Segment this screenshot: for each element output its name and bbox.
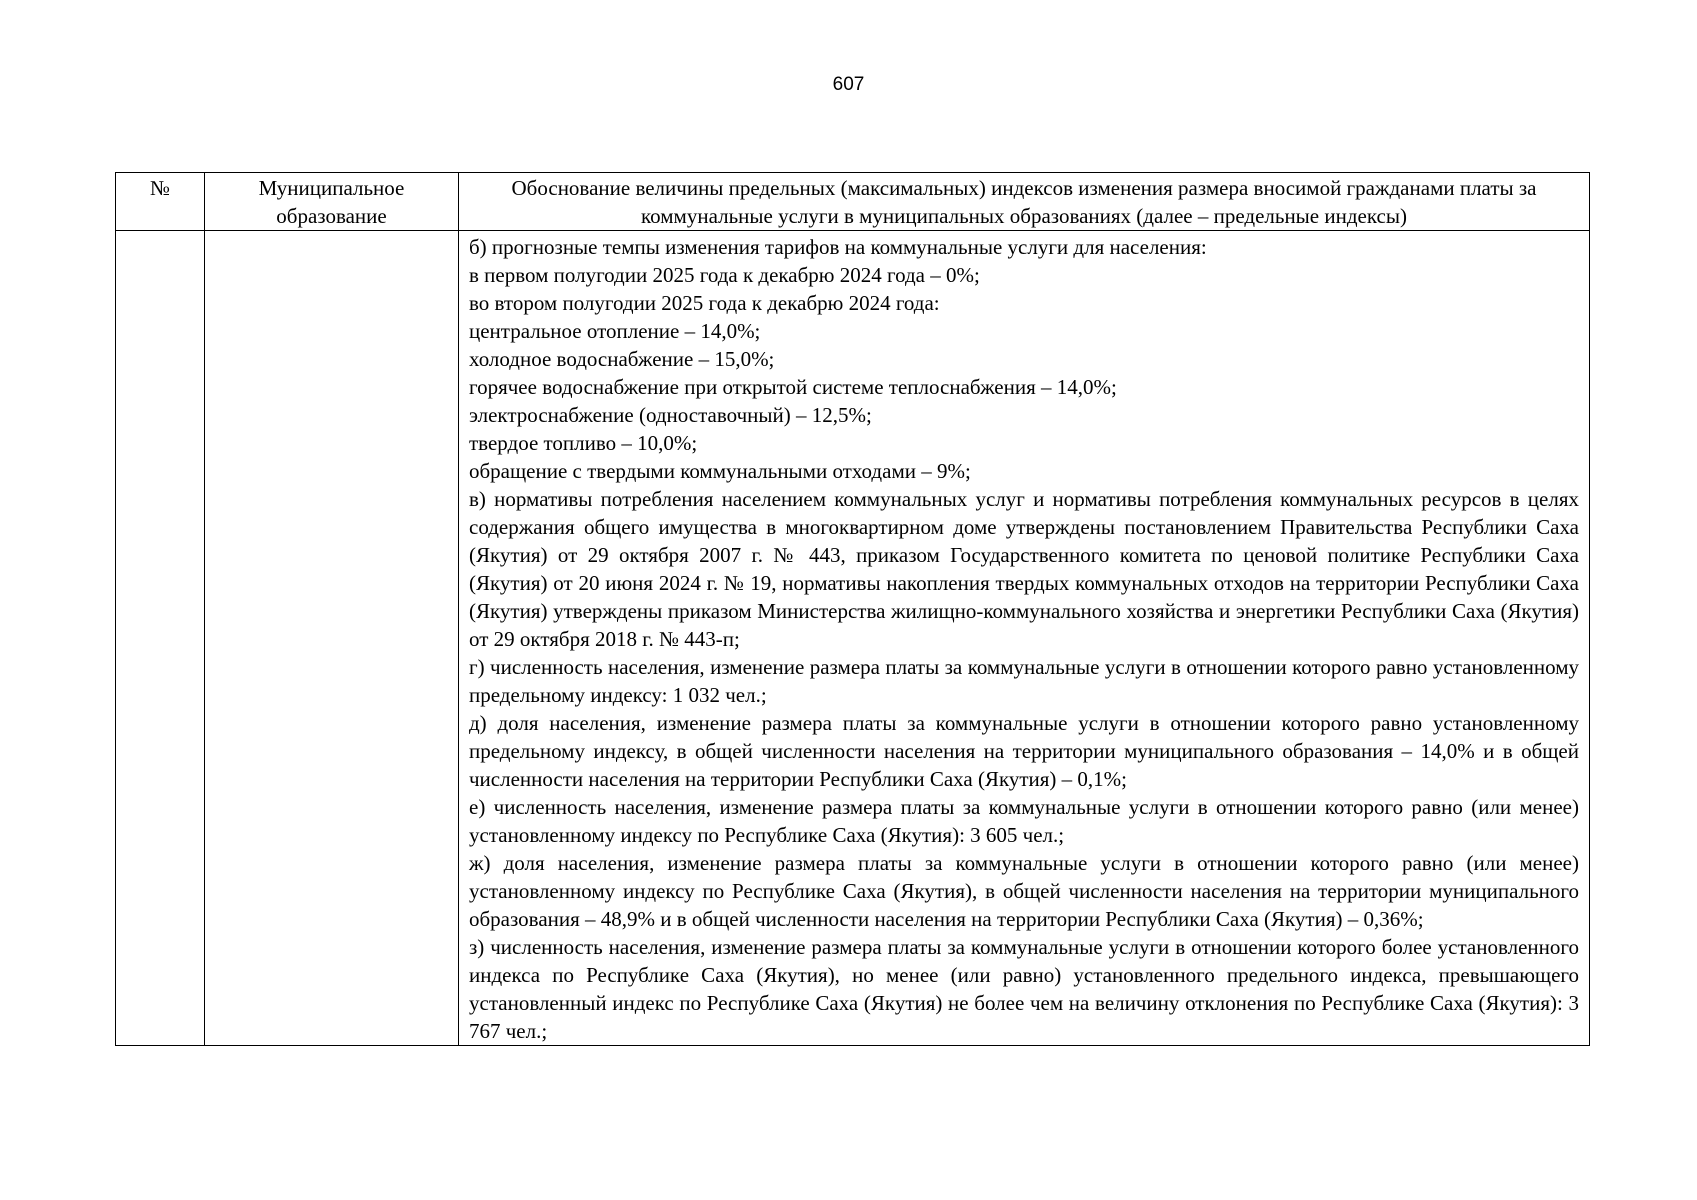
paragraph-v-norms: в) нормативы потребления населением коммунальных услуг и нормативы потребления коммунальных ресурсов в целях содержания общего имущества в многоквартирном доме утверждены постановлением Правительства Республики Саха (Якутия) от 29 октября 2007 г. № 443, приказом Государственного комитета по ценовой политике Республики Саха (Якутия) от 20 июня 2024 г. № 19, нормативы накопления твердых коммунальных отходов на территории Республики Саха (Якутия) утверждены приказом Министерства жилищно-коммунального хозяйства и энергетики Республики Саха (Якутия) от 29 октября 2018 г. № 443-п;: [469, 487, 1579, 651]
table-header-row: [116, 173, 1590, 231]
solid-fuel-rate: твердое топливо – 10,0%;: [469, 431, 698, 455]
paragraph-g-population: г) численность населения, изменение размера платы за коммунальные услуги в отношении которого равно установленному предельному индексу: 1 032 чел.;: [469, 655, 1579, 707]
page-number: 607: [832, 74, 865, 95]
cell-municipality: [205, 231, 459, 1046]
cell-justification: [459, 231, 1590, 1046]
cell-number: [116, 231, 205, 1046]
justification-table: [115, 172, 1590, 1046]
paragraph-e-population: е) численность населения, изменение размера платы за коммунальные услуги в отношении которого равно (или менее) установленному индексу по Республике Саха (Якутия): 3 605 чел.;: [469, 795, 1579, 847]
paragraph-d-share: д) доля населения, изменение размера платы за коммунальные услуги в отношении которого равно установленному предельному индексу, в общей численности населения на территории муниципального образования – 14,0% и в общей численности населения на территории Республики Саха (Якутия) – 0,1%;: [469, 711, 1579, 791]
waste-rate: обращение с твердыми коммунальными отходами – 9%;: [469, 459, 971, 483]
hot-water-rate: горячее водоснабжение при открытой системе теплоснабжения – 14,0%;: [469, 375, 1117, 399]
second-half-heading: во втором полугодии 2025 года к декабрю 2024 года:: [469, 291, 940, 315]
header-municipality: Муниципальное образование: [205, 173, 459, 231]
table-row: [116, 231, 1590, 1046]
tariff-forecast-heading: б) прогнозные темпы изменения тарифов на коммунальные услуги для населения:: [469, 235, 1207, 259]
paragraph-z-population: з) численность населения, изменение размера платы за коммунальные услуги в отношении которого более установленного индекса по Республике Саха (Якутия), но менее (или равно) установленного предельного индекса, превышающего установленный индекс по Республике Саха (Якутия) не более чем на величину отклонения по Республике Саха (Якутия): 3 767 чел.;: [469, 935, 1579, 1043]
first-half-rate: в первом полугодии 2025 года к декабрю 2024 года – 0%;: [469, 263, 980, 287]
header-number: №: [116, 173, 205, 231]
header-justification: Обоснование величины предельных (максимальных) индексов изменения размера вносимой гражданами платы за коммунальные услуги в муниципальных образованиях (далее – предельные индексы): [459, 173, 1590, 231]
electricity-rate: электроснабжение (одноставочный) – 12,5%;: [469, 403, 872, 427]
paragraph-zh-share: ж) доля населения, изменение размера платы за коммунальные услуги в отношении которого равно (или менее) установленному индексу по Республике Саха (Якутия), в общей численности населения на территории муниципального образования – 48,9% и в общей численности населения на территории Республики Саха (Якутия) – 0,36%;: [469, 851, 1579, 931]
cold-water-rate: холодное водоснабжение – 15,0%;: [469, 347, 775, 371]
central-heating-rate: центральное отопление – 14,0%;: [469, 319, 761, 343]
